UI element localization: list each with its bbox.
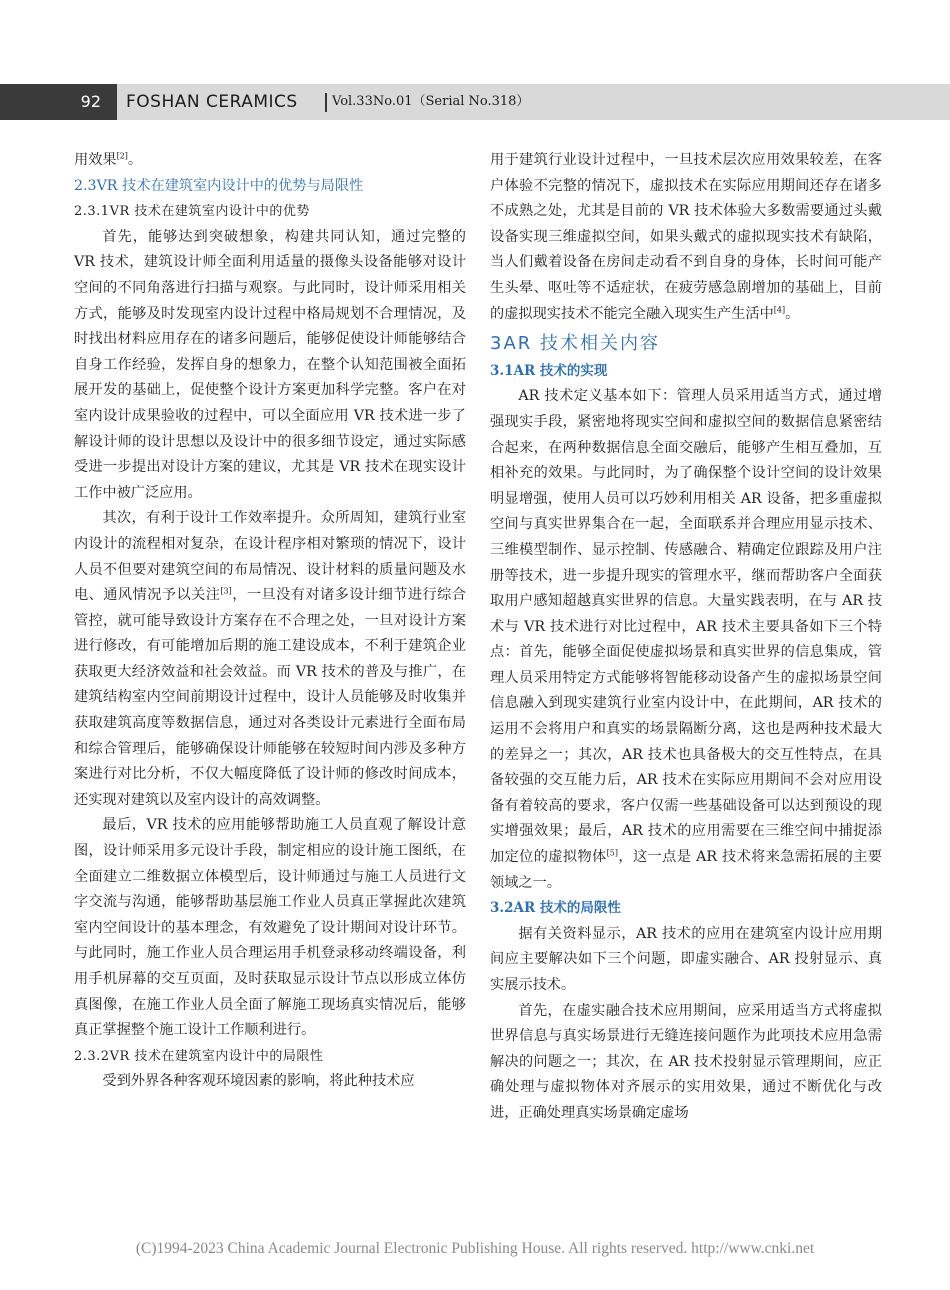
subsection-heading-3-1: 3.1AR 技术的实现 (490, 362, 608, 379)
paragraph: 最后，VR 技术的应用能够帮助施工人员直观了解设计意图，设计师采用多元设计手段，制定相应的设计施工图纸，在全面建立二维数据立体模型后，设计师通过与施工人员进行文字交流与沟通，能够帮助基层施工作业人员真正掌握此次建筑室内空间设计的基本理念，有效避免了设计期间对设计环节。与此同时，施工作业人员合理运用手机登录移动终端设备，利用手机屏幕的交互页面，及时获取显示设计节点以形成立体仿真图像，在施工作业人员全面了解施工现场真实情况后，能够真正掌握整个施工设计工作顺利进行。 (74, 817, 466, 1039)
paragraph: 首先，能够达到突破想象，构建共同认知，通过完整的 VR 技术，建筑设计师全面利用适量的摄像头设备能够对设计空间的不同角落进行扫描与观察。与此同时，设计师采用相关方式，能够及时发现室内设计过程中格局规划不合理情况，及时找出材料应用存在的诸多问题后，能够促使设计师能够结合自身工作经验，发挥自身的想象力，在整个认知范围被全面拓展开发的基础上，促使整个设计方案更加科学完整。客户在对室内设计成果验收的过程中，可以全面应用 VR 技术进一步了解设计师的设计思想以及设计中的很多细节设定，通过实际感受进一步提出对设计方案的建议，尤其是 VR 技术在现实设计工作中被广泛应用。 (74, 228, 466, 501)
paragraph: 首先，在虚实融合技术应用期间，应采用适当方式将虚拟世界信息与真实场景进行无缝连接问题作为此项技术应用急需解决的问题之一；其次，在 AR 技术投射显示管理期间，应正确处理与虚拟物体对齐展示的实用效果，通过不断优化与改进，正确处理真实场景确定虚场 (490, 1002, 882, 1121)
left-column (74, 148, 466, 1095)
citation: [5] (606, 848, 618, 858)
citation: [3] (220, 586, 232, 596)
citation: [2] (116, 151, 128, 161)
header-divider (325, 93, 327, 112)
paragraph: AR 技术定义基本如下：管理人员采用适当方式，通过增强现实手段，紧密地将现实空间和虚拟空间的数据信息紧密结合起来，在两种数据信息全面交融后，能够产生相互叠加，互相补充的效果。与此同时，为了确保整个设计空间的设计效果明显增强，使用人员可以巧妙利用相关 AR 设备，把多重虚拟空间与真实世界集合在一起，全面联系并合理应用显示技术、三维模型制作、显示控制、传感融合、精确定位跟踪及用户注册等技术，进一步提升现实的管理水平，继而帮助客户全面获取用户感知超越真实世界的信息。大量实践表明，在与 AR 技术与 VR 技术进行对比过程中，AR 技术主要具备如下三个特点：首先，能够全面促使虚拟场景和真实世界的信息集成，管理人员采用特定方式能够将智能移动设备产生的虚拟场景空间信息融入到现实建筑行业室内设计中，在此期间，AR 技术的运用不会将用户和真实的场景隔断分离，这也是两种技术最大的差异之一；其次，AR 技术也具备极大的交互性特点，在具备较强的交互能力后，AR 技术在实际应用期间不会对应用设备有着较高的要求，客户仅需一些基础设备可以达到预设的现实增强效果；最后，AR 技术的应用需要在三维空间中捕捉添加定位的虚拟物体[5]，这一点是 AR 技术将来急需拓展的主要领域之一。 (490, 388, 882, 891)
copyright-footer: (C)1994-2023 China Academic Journal Electronic Publishing House. All rights reserved. http://www.cnki.net (135, 1240, 815, 1257)
paragraph: 其次，有利于设计工作效率提升。众所周知，建筑行业室内设计的流程相对复杂，在设计程序相对繁琐的情况下，设计人员不但要对建筑空间的布局情况、设计材料的质量问题及水电、通风情况予以关注[3]，一旦没有对诸多设计细节进行综合管控，就可能导致设计方案存在不合理之处，一旦对设计方案进行修改，有可能增加后期的施工建设成本，不利于建筑企业获取更大经济效益和社会效益。而 VR 技术的普及与推广，在建筑结构室内空间前期设计过程中，设计人员能够及时收集并获取建筑高度等数据信息，通过对各类设计元素进行全面布局和综合管理后，能够确保设计师能够在较短时间内涉及多种方案进行对比分析，不仅大幅度降低了设计师的修改时间成本，还实现对建筑以及室内设计的高效调整。 (74, 510, 466, 808)
paragraph: 受到外界各种客观环境因素的影响，将此种技术应 (102, 1073, 415, 1090)
citation: [4] (773, 304, 786, 314)
subsection-heading-2-3-1: 2.3.1VR 技术在建筑室内设计中的优势 (74, 204, 310, 220)
right-column (490, 148, 882, 1127)
running-header (0, 84, 950, 120)
subsection-heading-3-2: 3.2AR 技术的局限性 (490, 900, 621, 917)
journal-name: FOSHAN CERAMICS (126, 92, 298, 112)
paragraph: 据有关资料显示，AR 技术的应用在建筑室内设计应用期间应主要解决如下三个问题，即虚实融合、AR 投射显示、真实展示技术。 (490, 925, 882, 993)
volume-info: Vol.33No.01（Serial No.318） (332, 94, 530, 109)
section-heading-3: 3AR 技术相关内容 (490, 333, 660, 355)
paragraph: 用效果[2]。 (74, 151, 143, 168)
subsection-heading-2-3-2: 2.3.2VR 技术在建筑室内设计中的局限性 (74, 1048, 324, 1064)
paragraph: 用于建筑行业设计过程中，一旦技术层次应用效果较差，在客户体验不完整的情况下，虚拟技术在实际应用期间还存在诸多不成熟之处，尤其是目前的 VR 技术体验大多数需要通过头戴设备实现三维虚拟空间，如果头戴式的虚拟现实技术有缺陷，当人们戴着设备在房间走动看不到自身的身体，长时间可能产生头晕、呕吐等不适症状，在疲劳感急剧增加的基础上，目前的虚拟现实技术不能完全融入现实生产生活中[4]。 (490, 152, 882, 322)
section-heading-2-3: 2.3VR 技术在建筑室内设计中的优势与局限性 (74, 177, 364, 194)
page-number: 92 (0, 84, 117, 120)
